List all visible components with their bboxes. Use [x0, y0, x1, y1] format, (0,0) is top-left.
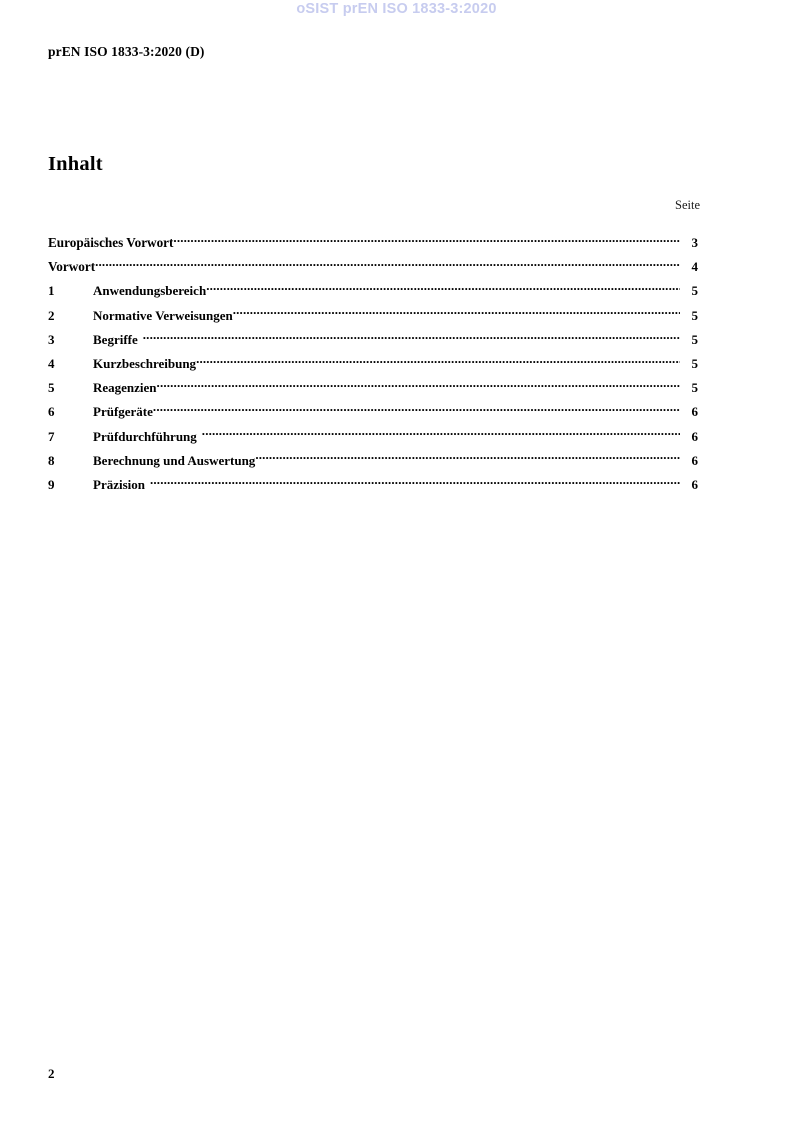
toc-entry[interactable]: [48, 400, 698, 424]
toc-entry[interactable]: [48, 449, 698, 473]
toc-entry-title: Berechnung und Auswertung: [93, 452, 256, 468]
toc-leader-dots: [255, 452, 680, 465]
page-title: Inhalt: [48, 153, 103, 175]
toc-entry-page-number: 5: [691, 307, 698, 323]
toc-entry-page-number: 5: [691, 380, 698, 396]
toc-leader-dots: [206, 282, 680, 295]
toc-entry[interactable]: [48, 231, 698, 255]
toc-entry-page-number: 5: [691, 355, 698, 371]
toc-entry-number: 8: [48, 452, 55, 468]
toc-entry-title: Europäisches Vorwort: [48, 235, 174, 250]
toc-entry-title: Begriffe: [93, 331, 138, 347]
toc-entry[interactable]: [48, 352, 698, 376]
table-of-contents: [48, 231, 698, 497]
toc-entry-number: 6: [48, 404, 55, 420]
toc-entry-title: Präzision: [93, 476, 145, 492]
toc-entry-title: Kurzbeschreibung: [93, 355, 197, 371]
toc-entry-page-number: 6: [691, 404, 698, 420]
toc-entry-title: Vorwort: [48, 259, 96, 275]
toc-entry[interactable]: [48, 425, 698, 449]
toc-leader-dots: [153, 403, 680, 416]
toc-entry-number: 3: [48, 331, 55, 347]
toc-entry-title: Prüfdurchführung: [93, 428, 197, 444]
toc-entry-page-number: 6: [691, 428, 698, 444]
toc-entry-number: 5: [48, 380, 55, 396]
toc-leader-dots: [95, 258, 680, 271]
toc-entry-page-number: 4: [691, 259, 698, 275]
watermark-header: oSIST prEN ISO 1833-3:2020: [296, 1, 497, 17]
toc-entry-page-number: 5: [691, 331, 698, 347]
toc-entry-page-number: 3: [691, 235, 698, 250]
toc-entry-page-number: 6: [691, 452, 698, 468]
toc-entry-number: 1: [48, 283, 55, 299]
document-identifier: prEN ISO 1833-3:2020 (D): [48, 44, 205, 59]
toc-entry[interactable]: [48, 376, 698, 400]
toc-page-column-label: Seite: [675, 198, 700, 212]
toc-entry-number: 2: [48, 307, 55, 323]
toc-entry-title: Anwendungsbereich: [93, 283, 207, 299]
toc-entry-number: 7: [48, 428, 55, 444]
toc-leader-dots: [196, 355, 680, 368]
toc-entry-title: Reagenzien: [93, 380, 157, 396]
toc-entry[interactable]: [48, 279, 698, 303]
toc-entry[interactable]: [48, 473, 698, 497]
toc-leader-dots: [173, 234, 680, 247]
toc-entry[interactable]: [48, 328, 698, 352]
toc-entry-number: 9: [48, 476, 55, 492]
toc-entry[interactable]: [48, 304, 698, 328]
toc-entry-title: Prüfgeräte: [93, 404, 153, 420]
toc-entry-title: Normative Verweisungen: [93, 307, 233, 323]
toc-entry[interactable]: [48, 255, 698, 279]
footer-page-number: 2: [48, 1066, 55, 1081]
toc-entry-number: 4: [48, 355, 55, 371]
toc-entry-page-number: 6: [691, 476, 698, 492]
toc-leader-dots: [157, 379, 680, 392]
toc-leader-dots: [150, 476, 680, 489]
toc-entry-page-number: 5: [691, 283, 698, 299]
toc-leader-dots: [233, 307, 680, 320]
toc-leader-dots: [202, 428, 680, 441]
toc-leader-dots: [143, 331, 680, 344]
